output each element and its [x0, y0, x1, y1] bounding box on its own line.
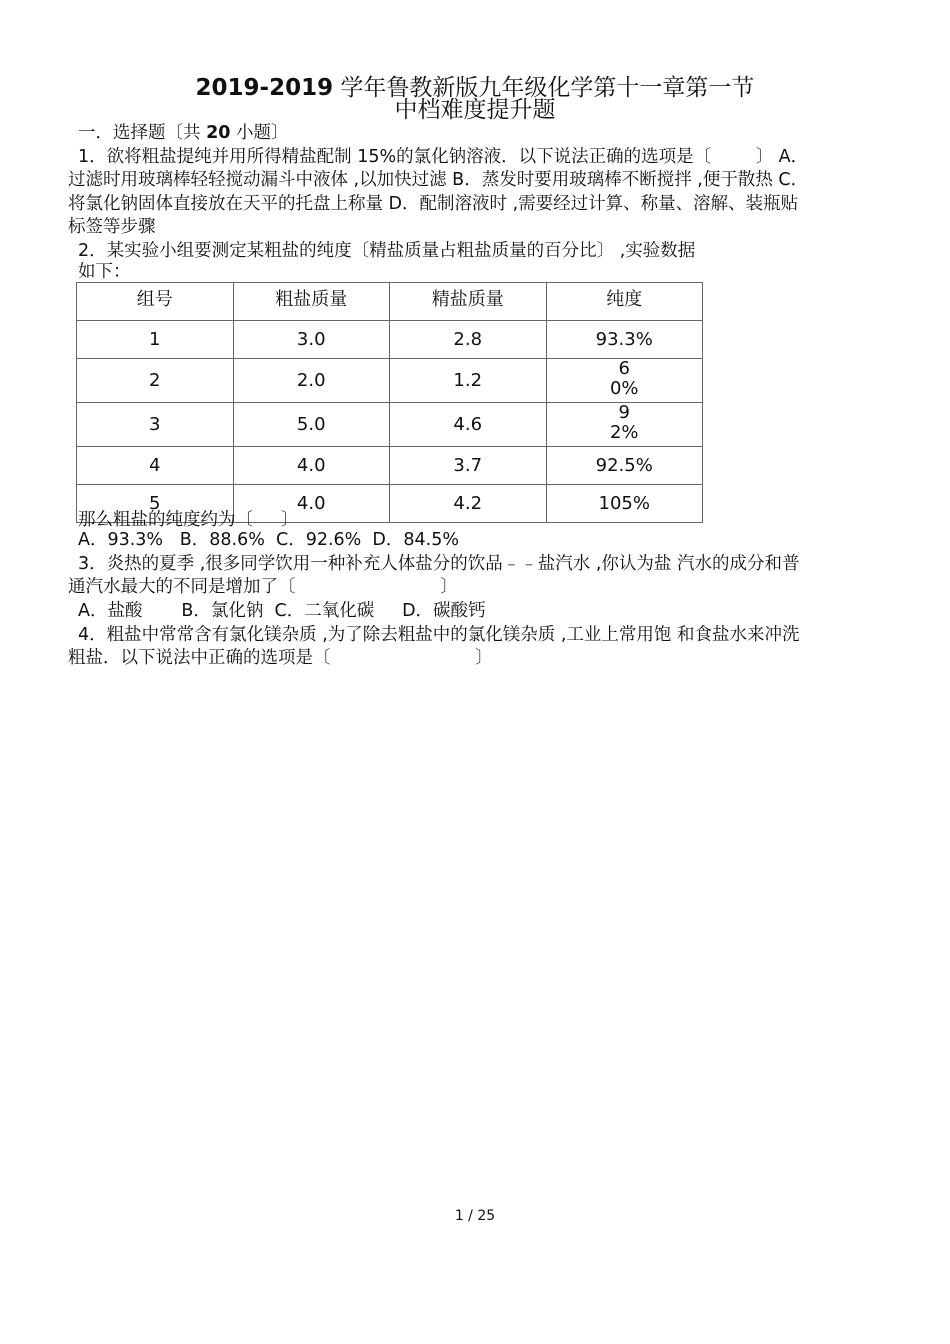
question-3-options: A．盐酸 B．氯化钠 C．二氧化碳 D．碳酸钙 — [78, 601, 486, 621]
table-row — [77, 403, 703, 447]
table-cell: 4.0 — [233, 447, 390, 485]
question-1-line-2: 过滤时用玻璃棒轻轻搅动漏斗中液体 ,以加快过滤 B．蒸发时要用玻璃棒不断搅拌 ,便于散热 C． — [68, 170, 809, 190]
table-header-cell: 纯度 — [546, 283, 703, 321]
question-3-line-2: 通汽水最大的不同是增加了〔 〕 — [68, 577, 458, 597]
table-cell: 3.0 — [233, 321, 390, 359]
table-cell: 4 — [77, 447, 234, 485]
table-cell: 5.0 — [233, 403, 390, 447]
question-4-line-2: 粗盐．以下说法中正确的选项是〔 〕 — [68, 648, 493, 668]
table-cell: 4.2 — [390, 485, 547, 523]
question-2-line-1: 2．某实验小组要测定某粗盐的纯度〔精盐质量占粗盐质量的百分比〕 ,实验数据 — [78, 241, 696, 261]
table-row — [77, 359, 703, 403]
experiment-data-table — [76, 282, 703, 523]
table-cell: 2.0 — [233, 359, 390, 403]
question-2-prompt: 那么粗盐的纯度约为〔 〕 — [78, 510, 299, 530]
table-row — [77, 447, 703, 485]
section-heading — [78, 122, 890, 145]
table-cell — [546, 403, 703, 447]
title-year: 2019-2019 — [195, 75, 334, 101]
question-1-line-1: 1．欲将粗盐提纯并用所得精盐配制 15%的氯化钠溶液．以下说法正确的选项是〔 〕 A． — [78, 147, 809, 167]
section-heading-suffix: 小题〕 — [230, 123, 289, 143]
table-cell: 92.5% — [546, 447, 703, 485]
table-cell — [546, 359, 703, 403]
table-cell: 4.0 — [233, 485, 390, 523]
question-1-line-4: 标签等步骤 — [68, 217, 156, 237]
table-cell-wrapped-value: 92% — [609, 403, 639, 441]
table-header-row — [77, 283, 703, 321]
table-cell: 4.6 — [390, 403, 547, 447]
table-header-cell: 粗盐质量 — [233, 283, 390, 321]
table-row — [77, 321, 703, 359]
table-cell: 2 — [77, 359, 234, 403]
table-cell: 2.8 — [390, 321, 547, 359]
document-title-line-2: 中档难度提升题 — [394, 97, 556, 123]
section-heading-prefix: 一．选择题〔共 — [78, 123, 207, 143]
question-2-options: A．93.3% B．88.6% C．92.6% D．84.5% — [78, 530, 459, 550]
question-3-line-1: 3．炎热的夏季 ,很多同学饮用一种补充人体盐分的饮品﹣﹣盐汽水 ,你认为盐 汽水的成分和普 — [78, 554, 800, 574]
table-cell: 105% — [546, 485, 703, 523]
table-cell-wrapped-value: 60% — [609, 359, 639, 397]
table-cell: 5 — [77, 485, 234, 523]
title-text: 学年鲁教新版九年级化学第十一章第一节 — [333, 75, 755, 101]
table-cell: 1.2 — [390, 359, 547, 403]
table-header-cell: 精盐质量 — [390, 283, 547, 321]
section-question-count: 20 — [206, 123, 231, 143]
table-cell: 1 — [77, 321, 234, 359]
question-2-line-2: 如下： — [78, 262, 131, 282]
table-header-cell: 组号 — [77, 283, 234, 321]
table-cell: 3 — [77, 403, 234, 447]
table-cell: 3.7 — [390, 447, 547, 485]
page-number: 1 / 25 — [454, 1208, 496, 1224]
question-4-line-1: 4．粗盐中常常含有氯化镁杂质 ,为了除去粗盐中的氯化镁杂质 ,工业上常用饱 和食盐水来冲洗 — [78, 625, 800, 645]
question-1-line-3: 将氯化钠固体直接放在天平的托盘上称量 D．配制溶液时 ,需要经过计算、称量、溶解、装瓶贴 — [68, 194, 799, 214]
table-cell: 93.3% — [546, 321, 703, 359]
